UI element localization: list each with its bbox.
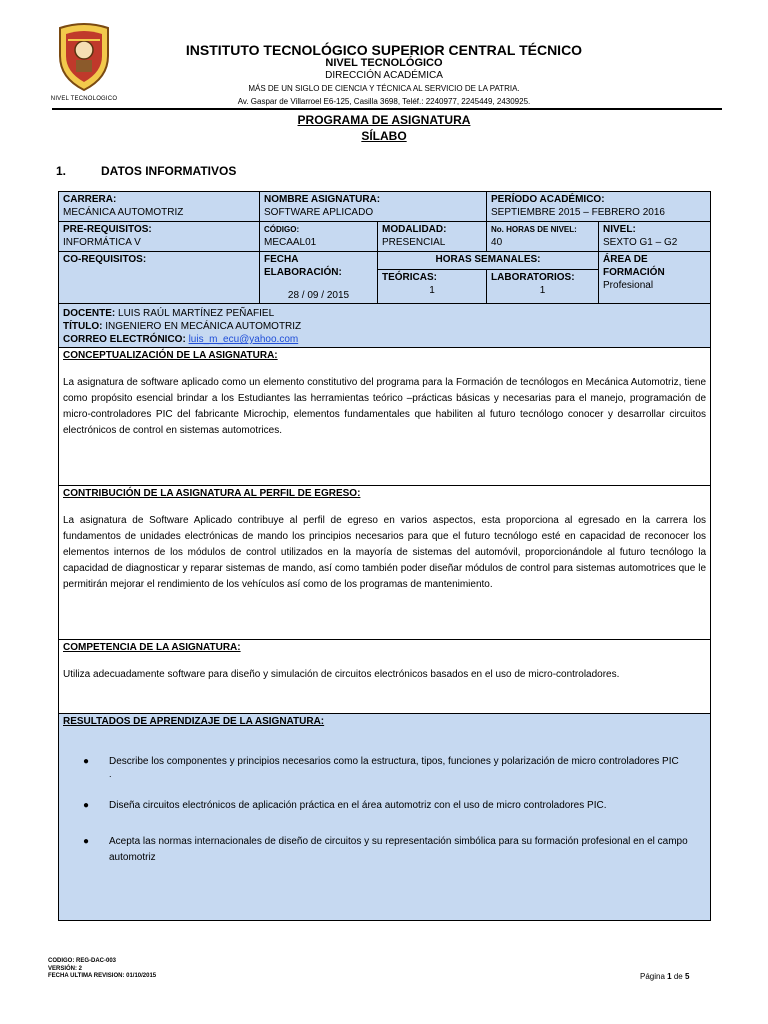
carrera-cell (59, 192, 260, 222)
carrera-label: CARRERA: (63, 194, 117, 205)
titulo-label: TÍTULO: (63, 321, 103, 332)
modalidad-cell (378, 222, 487, 252)
contrib-title: CONTRIBUCIÓN DE LA ASIGNATURA AL PERFIL DE EGRESO: (63, 488, 361, 499)
teoricas-cell (378, 270, 487, 304)
modalidad-value: PRESENCIAL (382, 237, 446, 248)
asignatura-label: NOMBRE ASIGNATURA: (264, 194, 381, 205)
horas-nivel-label: No. HORAS DE NIVEL: (491, 225, 577, 234)
page-total: 5 (684, 972, 690, 981)
page-current: 1 (667, 972, 672, 981)
teoricas-value: 1 (429, 285, 435, 297)
lab-label: LABORATORIOS: (491, 272, 575, 284)
result-text: Diseña circuitos electrónicos de aplicación práctica en el área automotriz con el uso de micro controladores PIC. (109, 800, 607, 811)
result-list (63, 754, 706, 866)
nivel-cell (599, 222, 711, 252)
header-rule (52, 108, 722, 110)
comp-title: COMPETENCIA DE LA ASIGNATURA: (63, 642, 241, 653)
contrib-cell (59, 486, 711, 640)
coreq-label: CO-REQUISITOS: (63, 254, 147, 265)
page-label: Página (640, 972, 665, 981)
institution-level: NIVEL TECNOLÓGICO (325, 57, 443, 69)
docente-value: LUIS RAÚL MARTÍNEZ PEÑAFIEL (118, 308, 275, 319)
comp-text: Utiliza adecuadamente software para diseño y simulación de circuitos electrónicos basados en el uso de micro-controladores. (63, 669, 620, 680)
logo-caption: NIVEL TECNOLOGICO (50, 96, 118, 102)
horas-nivel-value: 40 (491, 237, 503, 248)
prereq-label: PRE-REQUISITOS: (63, 224, 152, 235)
fecha-value: 28 / 09 / 2015 (287, 290, 350, 301)
prereq-value: INFORMÁTICA V (63, 237, 141, 248)
document-title-line1: PROGRAMA DE ASIGNATURA (297, 113, 471, 127)
lab-value: 1 (539, 285, 546, 297)
list-item (83, 754, 706, 778)
correo-label: CORREO ELECTRÓNICO: (63, 334, 186, 345)
area-value: Profesional (603, 280, 654, 291)
institution-name: INSTITUTO TECNOLÓGICO SUPERIOR CENTRAL TÉCNICO (185, 42, 583, 58)
codigo-value: MECAAL01 (264, 237, 317, 248)
table-row (59, 640, 711, 714)
modalidad-label: MODALIDAD: (382, 224, 447, 235)
bullet-icon: ● (83, 800, 90, 811)
result-text: Acepta las normas internacionales de diseño de circuitos y su representación simbólica para su formación profesional en el campo automotriz (109, 836, 688, 863)
page-of: de (673, 972, 683, 981)
result-title: RESULTADOS DE APRENDIZAJE DE LA ASIGNATURA: (63, 716, 325, 727)
bullet-icon: ● (83, 836, 90, 847)
contrib-text: La asignatura de Software Aplicado contribuye al perfil de egreso en varios aspectos, esta proporciona al egresado en la carrera los fundamentos de unidades electrónicas de mando los principios necesarios para que el futuro tecnólogo esté en capacidad de reconocer los elementos internos de los módulos de control utilizados en la mayoría de sistemas del automóvil, proporcionándole al futuro tecnólogo la capacidad de diagnosticar y reparar sistemas de mando, así como también poder diseñar módulos de control para sistemas automotrices que le permitirán mejorar el rendimiento de los vehículos así como de los programas de mantenimiento. (63, 515, 707, 590)
periodo-label: PERÍODO ACADÉMICO: (491, 194, 605, 205)
result-cell (59, 714, 711, 921)
asignatura-cell (260, 192, 487, 222)
table-row (59, 252, 711, 270)
lab-cell (487, 270, 599, 304)
concept-title: CONCEPTUALIZACIÓN DE LA ASIGNATURA: (63, 350, 278, 361)
document-title-line2: SÍLABO (361, 129, 407, 143)
table-row (59, 222, 711, 252)
footer-code: CODIGO: REG-DAC-003 (48, 958, 117, 964)
institution-address: Av. Gaspar de Villarroel E6-125, Casilla 3698, Teléf.: 2240977, 2245449, 2430925. (237, 97, 531, 106)
result-text: Describe los componentes y principios necesarios como la estructura, tipos, funciones y polarización de micro controladores PIC (109, 756, 679, 767)
list-item (83, 834, 706, 866)
area-label: ÁREA DE FORMACIÓN (603, 254, 665, 278)
stray-dot: . (109, 769, 112, 779)
concept-cell (59, 348, 711, 486)
area-cell (599, 252, 711, 304)
horas-nivel-cell (487, 222, 599, 252)
section-title: DATOS INFORMATIVOS (101, 164, 237, 178)
bullet-icon: ● (83, 756, 90, 767)
document-title (120, 112, 648, 144)
fecha-cell (260, 252, 378, 304)
email-link[interactable]: luis_m_ecu@yahoo.com (188, 334, 299, 345)
coreq-cell (59, 252, 260, 304)
docente-label: DOCENTE: (63, 308, 116, 319)
direction-name: DIRECCIÓN ACADÉMICA (325, 70, 443, 81)
table-row (59, 714, 711, 921)
table-row (59, 486, 711, 640)
codigo-label: CÓDIGO: (264, 225, 300, 234)
table-row (59, 192, 711, 222)
nivel-value: SEXTO G1 – G2 (603, 237, 678, 248)
nivel-label: NIVEL: (603, 224, 636, 235)
concept-text: La asignatura de software aplicado como un elemento constitutivo del programa para la Formación de tecnólogos en Mecánica Automotriz, tiene como propósito esencial brindar a los Estudiantes las herramientas teórico –prácticas básicas y necesarias para el manejo, programación de micro-controladores PIC del fabricante Microchip, elementos fundamentales que habiliten al futuro tecnólogo conocer y desarrollar circuitos electrónicos de control en sistemas automotrices. (63, 377, 707, 436)
carrera-value: MECÁNICA AUTOMOTRIZ (63, 207, 184, 218)
table-row (59, 348, 711, 486)
asignatura-value: SOFTWARE APLICADO (264, 207, 374, 218)
titulo-value: INGENIERO EN MECÁNICA AUTOMOTRIZ (105, 321, 302, 332)
footer-revision: FECHA ULTIMA REVISION: 01/10/2015 (48, 973, 157, 979)
page-number (640, 972, 689, 981)
footer-version: VERSIÓN: 2 (48, 966, 83, 972)
periodo-cell (487, 192, 711, 222)
fecha-label: FECHA ELABORACIÓN: (264, 254, 342, 278)
periodo-value: SEPTIEMBRE 2015 – FEBRERO 2016 (491, 207, 665, 218)
horas-semanales-label: HORAS SEMANALES: (378, 252, 599, 270)
list-item (83, 798, 706, 814)
table-row (59, 304, 711, 348)
prereq-cell (59, 222, 260, 252)
comp-cell (59, 640, 711, 714)
section-number: 1. (56, 164, 67, 178)
institution-logo (52, 22, 116, 92)
teoricas-label: TEÓRICAS: (382, 272, 437, 284)
docente-cell (59, 304, 711, 348)
info-table (58, 191, 711, 921)
codigo-cell (260, 222, 378, 252)
institution-motto: MÁS DE UN SIGLO DE CIENCIA Y TÉCNICA AL SERVICIO DE LA PATRIA. (248, 84, 520, 93)
